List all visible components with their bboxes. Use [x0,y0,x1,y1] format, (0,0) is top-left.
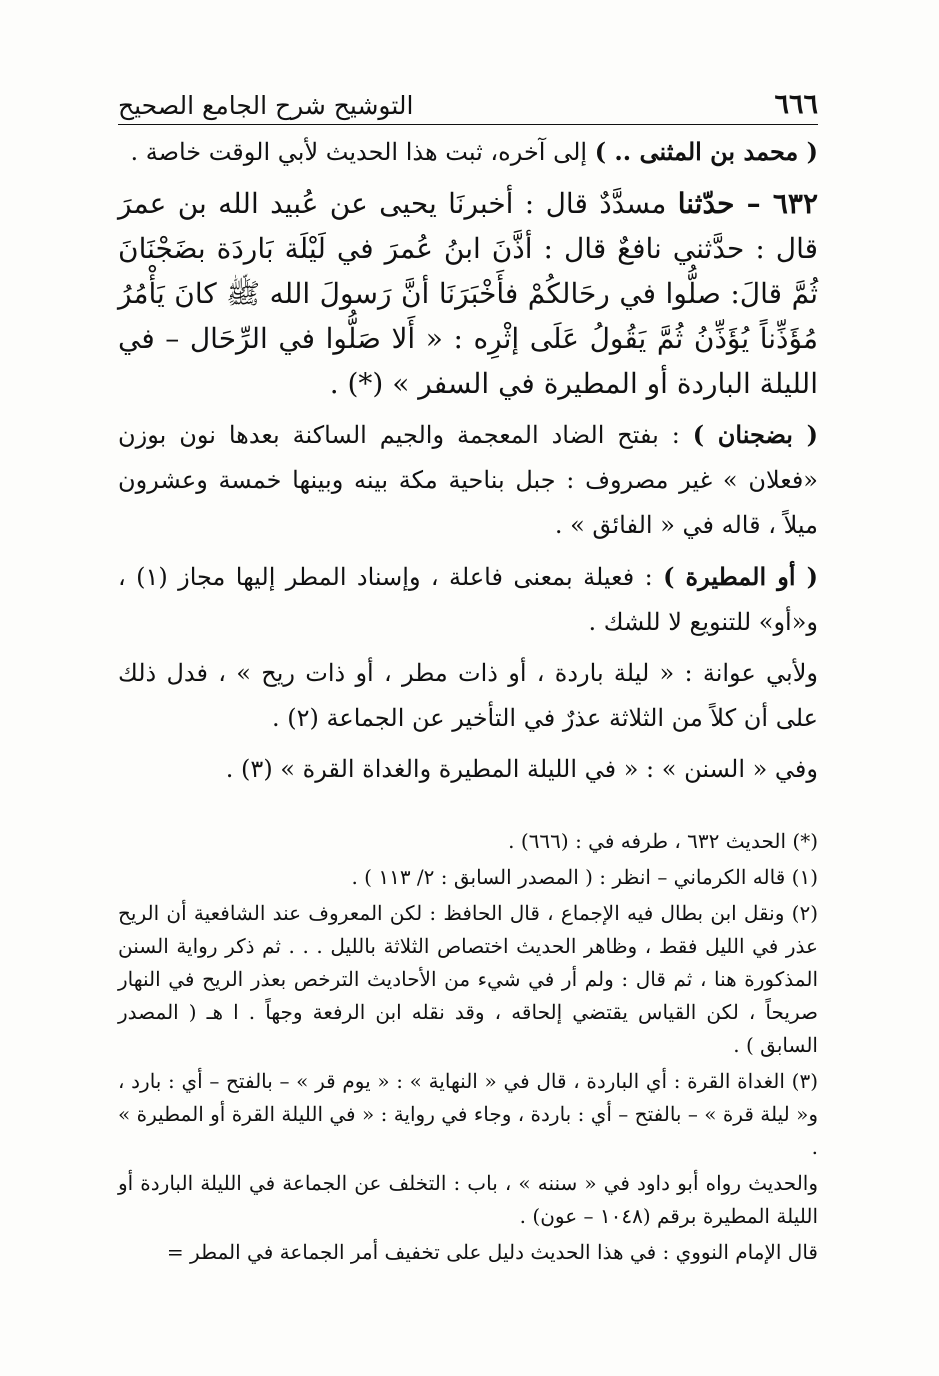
paragraph-3 [118,412,818,548]
main-text [118,129,818,792]
paragraph-text: : فعيلة بمعنى فاعلة ، وإسناد المطر إليها مجاز (١) ، و«أو» للتنويع لا للشك . [118,563,818,636]
page [118,70,818,1272]
running-title: التوشيح شرح الجامع الصحيح [118,91,414,120]
footnotes [118,825,818,1269]
term-heading: ( أو المطيرة ) [663,562,818,591]
paragraph-text: إلى آخره، ثبت هذا الحديث لأبي الوقت خاصة . [130,138,595,166]
paragraph-text: : بفتح الضاد المعجمة والجيم الساكنة بعدها نون بوزن «فعلان » غير مصروف : جبل بناحية مكة بينه وبينها خمسة وعشرون ميلاً ، قاله في « الفائق » . [118,421,818,539]
footnote-2: (٢) ونقل ابن بطال فيه الإجماع ، قال الحافظ : لكن المعروف عند الشافعية أن الريح عذر في الليل فقط ، وظاهر الحديث اختصاص الثلاثة بالليل . . . ثم ذكر رواية السنن المذكورة هنا ، ثم قال : ولم أر في شيء من الأحاديث الترخص بعذر الريح في النهار صريحاً ، لكن القياس يقتضي إلحاقه ، وقد نقله ابن الرفعة وجهاً . ا هـ ( المصدر السابق ) . [118,901,818,1057]
footnote-star: (*) الحديث ٦٣٢ ، طرفه في : (٦٦٦) . [508,829,818,853]
paragraph-4 [118,554,818,645]
paragraph-1 [118,129,818,175]
page-header [118,70,818,125]
hadith-number: ٦٣٢ – حدّثنا [677,187,819,220]
term-heading: ( محمد بن المثنى .. ) [594,137,818,166]
hadith-paragraph [118,181,818,406]
footnote-1: (١) قاله الكرماني – انظر : ( المصدر السابق : ٢/ ١١٣ ) . [351,865,818,889]
paragraph-6: وفي « السنن » : « في الليلة المطيرة والغداة القرة » (٣) . [225,755,818,783]
paragraph-5: ولأبي عوانة : « ليلة باردة ، أو ذات مطر ، أو ذات ريح » ، فدل ذلك على أن كلاً من الثلاثة عذرٌ في التأخير عن الجماعة (٢) . [118,659,818,732]
term-heading: ( بضجنان ) [692,420,818,449]
footnote-4: قال الإمام النووي : في هذا الحديث دليل على تخفيف أمر الجماعة في المطر = [166,1240,818,1264]
page-number: ٦٦٦ [774,89,818,120]
hadith-text: مسدَّدٌ قال : أخبرنَا يحيى عن عُبيد الله بن عمرَ قال : حدَّثني نافعٌ قال : أذَّنَ ابنُ عُمرَ في لَيْلَة بَاردَة بضَجْنَانَ ثُمَّ قالَ: صلُّوا في رحَالكُمْ فأَخْبَرَنَا أنَّ رَسولَ الله ﷺ كانَ يَأْمُرُ مُؤَذِّناً يُؤَذِّنُ ثُمَّ يَقُولُ عَلَى إثْرِه : « أَلا صَلُّوا في الرِّحَال – في الليلة الباردة أو المطيرة في السفر » (*) . [118,187,818,400]
footnote-3-continued: والحديث رواه أبو داود في « سننه » ، باب : التخلف عن الجماعة في الليلة الباردة أو الليلة المطيرة برقم (١٠٤٨ – عون) . [118,1171,818,1228]
footnote-3: (٣) الغداة القرة : أي الباردة ، قال في « النهاية » : « يوم قر » – بالفتح – أي : بارد ، و« ليلة قرة » – بالفتح – أي : باردة ، وجاء في رواية : « في الليلة القرة أو المطيرة » . [118,1069,818,1159]
